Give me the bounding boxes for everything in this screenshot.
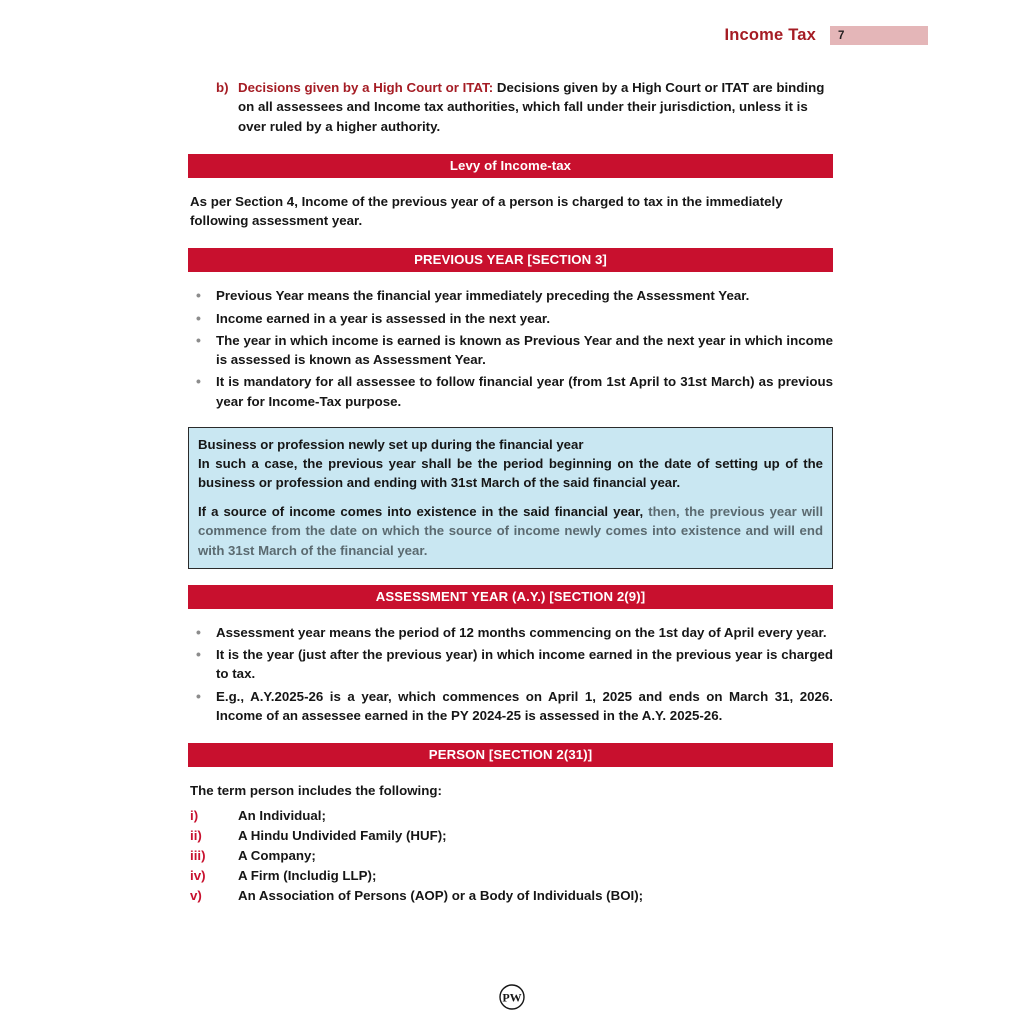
bullet-list-assessment-year: [188, 623, 833, 725]
roman-text: An Association of Persons (AOP) or a Body of Individuals (BOI);: [238, 888, 644, 904]
lettered-item-b: [216, 78, 833, 136]
roman-marker: ii): [190, 828, 202, 844]
note-box-newly-set-up: [188, 427, 833, 569]
lettered-body: [238, 78, 833, 136]
list-item: [190, 886, 833, 906]
list-item: [190, 846, 833, 866]
note-line-title: Business or profession newly set up during the financial year: [198, 436, 584, 452]
bullet-list-previous-year: [188, 286, 833, 411]
note-text-grey: then, the previous year will commence from the date on which the source of income newly comes into existence and will end with 31st March of the financial year.: [198, 504, 823, 558]
page-header: [724, 26, 928, 45]
note-line-source: [198, 502, 823, 559]
section-paragraph-levy: As per Section 4, Income of the previous year of a person is charged to tax in the immediately following assessment year.: [190, 193, 783, 229]
note-line-body: In such a case, the previous year shall be the period beginning on the date of setting up of the business or profession and ending with 31st March of the said financial year.: [198, 456, 823, 491]
list-item: • The year in which income is earned is known as Previous Year and the next year in which income is assessed is known as Assessment Year.: [188, 331, 833, 370]
roman-text: An Individual;: [238, 808, 326, 824]
note-spacer: [198, 492, 823, 502]
header-title: Income Tax: [724, 26, 816, 44]
list-item: • Assessment year means the period of 12 months commencing on the 1st day of April every year.: [188, 623, 833, 642]
list-item: • It is mandatory for all assessee to follow financial year (from 1st April to 31st March) as previous year for Income-Tax purpose.: [188, 372, 833, 411]
roman-text: A Hindu Undivided Family (HUF);: [238, 828, 447, 844]
roman-marker: iv): [190, 868, 206, 884]
lettered-marker: b): [216, 80, 229, 95]
list-item: • Income earned in a year is assessed in the next year.: [188, 309, 833, 328]
pw-logo-icon: [499, 984, 525, 1010]
list-item: [190, 806, 833, 826]
section-banner-previous-year: PREVIOUS YEAR [SECTION 3]: [188, 248, 833, 272]
roman-marker: v): [190, 888, 202, 904]
list-item: • It is the year (just after the previous year) in which income earned in the previous year is charged to tax.: [188, 645, 833, 684]
section-banner-levy: Levy of Income-tax: [188, 154, 833, 178]
page-content: [188, 78, 833, 906]
svg-text:PW: PW: [502, 990, 522, 1005]
roman-text: A Firm (Includig LLP);: [238, 868, 377, 884]
note-text-dark: If a source of income comes into existence in the said financial year,: [198, 504, 644, 520]
section-paragraph-person: The term person includes the following:: [190, 783, 442, 799]
list-item: [190, 826, 833, 846]
person-roman-list: [190, 806, 833, 906]
page-number-tab: [830, 26, 928, 45]
roman-marker: iii): [190, 848, 206, 864]
lettered-text: Decisions given by a High Court or ITAT are binding on all assessees and Income tax authorities, which fall under their jurisdiction, unless it is over ruled by a higher authority.: [238, 80, 825, 134]
section-banner-person: PERSON [SECTION 2(31)]: [188, 743, 833, 767]
section-banner-assessment-year: ASSESSMENT YEAR (A.Y.) [SECTION 2(9)]: [188, 585, 833, 609]
roman-text: A Company;: [238, 848, 316, 864]
roman-marker: i): [190, 808, 199, 824]
list-item: [190, 866, 833, 886]
list-item: • Previous Year means the financial year immediately preceding the Assessment Year.: [188, 286, 833, 305]
list-item: • E.g., A.Y.2025-26 is a year, which commences on April 1, 2025 and ends on March 31, 2026. Income of an assessee earned in the PY 2024-25 is assessed in the A.Y. 2025-26.: [188, 687, 833, 726]
lettered-lead: Decisions given by a High Court or ITAT:: [238, 80, 494, 95]
page-number: 7: [838, 29, 845, 42]
